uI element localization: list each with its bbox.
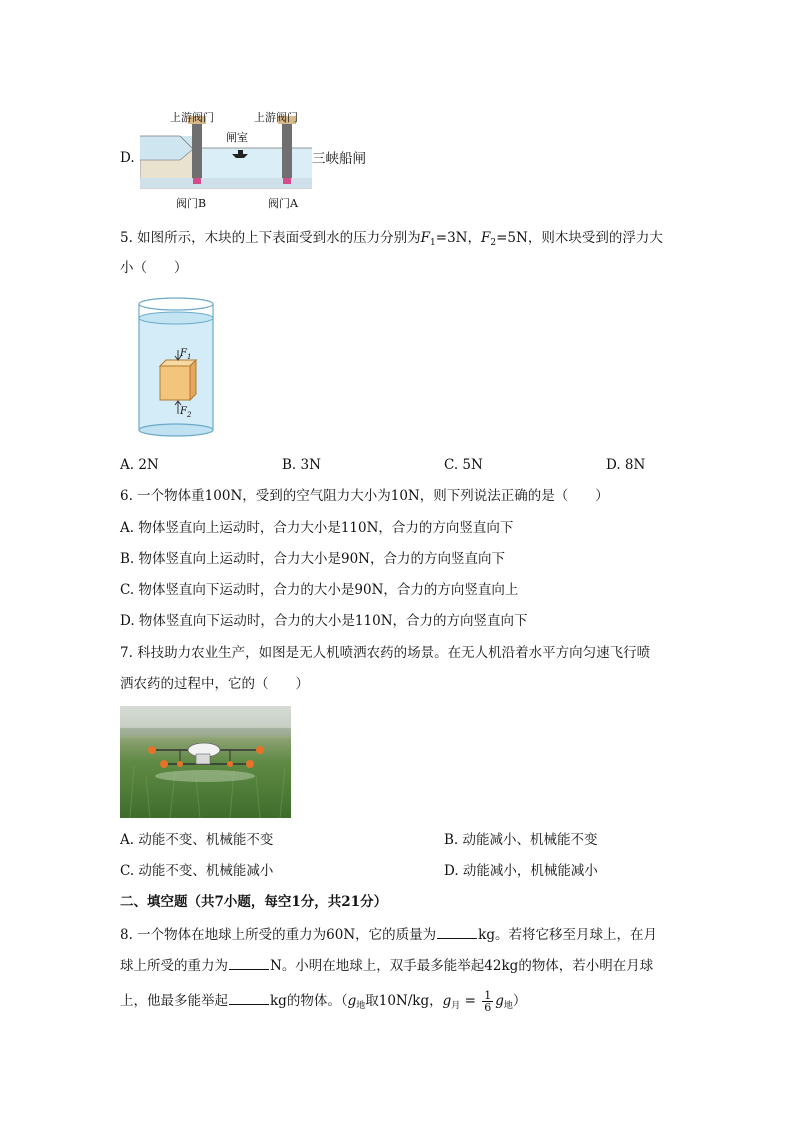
valve-a-label: 阀门A (268, 197, 298, 210)
f1-sub: 1 (430, 238, 436, 248)
earth-sub-2: 地 (503, 1001, 513, 1011)
q5-option-d[interactable]: D. 8N (606, 457, 646, 473)
q8-text-2b: N。小明在地球上，双手最多能举起42kg的物体，若小明在月球 (270, 958, 654, 974)
q5-stem-line1 (120, 228, 663, 253)
upstream-gate-label-right: 上游阀门 (254, 111, 298, 124)
f2-diagram-label: $F_2$ (180, 406, 192, 419)
q8-text-3b: kg的物体。（ (270, 993, 348, 1009)
q5-option-c[interactable]: C. 5N (444, 457, 483, 473)
q8-line1 (120, 925, 657, 945)
f1-diagram-label: $F_1$ (180, 348, 192, 361)
g-earth-var: g (347, 993, 357, 1009)
q5-stem-line2: 小（ ） (120, 260, 188, 276)
beaker-diagram (136, 296, 216, 442)
q8-text-3a: 上，他最多能举起 (120, 993, 228, 1009)
one-sixth-fraction: $\frac{1}{6}$ (484, 989, 492, 1014)
f2-var: F (481, 230, 491, 246)
valve-b-label: 阀门B (176, 197, 207, 210)
q7-stem-line1: 7. 科技助力农业生产，如图是无人机喷洒农药的场景。在无人机沿着水平方向匀速飞行喷 (120, 645, 651, 661)
f2-value: =5N，则木块受到的浮力大 (496, 230, 663, 246)
q7-option-d[interactable]: D. 动能减小，机械能减小 (444, 863, 598, 879)
close-paren: ） (512, 993, 527, 1009)
q8-text-1b: kg。若将它移至月球上，在月 (478, 927, 657, 943)
q7-option-a[interactable]: A. 动能不变、机械能不变 (120, 832, 274, 848)
answer-blank-3[interactable] (229, 991, 269, 1005)
answer-blank-2[interactable] (229, 956, 269, 970)
q8-text-2a: 球上所受的重力为 (120, 958, 228, 974)
q6-option-b[interactable]: B. 物体竖直向上运动时，合力大小是90N，合力的方向竖直向下 (120, 551, 505, 567)
q7-option-c[interactable]: C. 动能不变、机械能减小 (120, 863, 274, 879)
option-d-label: D. (120, 150, 135, 166)
q5-option-a[interactable]: A. 2N (120, 457, 159, 473)
q7-stem-line2: 洒农药的过程中，它的（ ） (120, 676, 309, 692)
answer-blank-1[interactable] (437, 925, 477, 939)
q6-option-c[interactable]: C. 物体竖直向下运动时，合力的大小是90N，合力的方向竖直向上 (120, 582, 519, 598)
upstream-gate-label-left: 上游阀门 (170, 111, 214, 124)
q5-option-b[interactable]: B. 3N (282, 457, 321, 473)
section-heading-fill-blank: 二、填空题（共7小题，每空1分，共21分） (120, 894, 388, 910)
g-moon-var: g (442, 993, 452, 1009)
earth-sub: 地 (356, 1001, 366, 1011)
f2-sub: 2 (490, 238, 497, 248)
q7-option-b[interactable]: B. 动能减小、机械能不变 (444, 832, 598, 848)
q6-option-d[interactable]: D. 物体竖直向下运动时，合力的大小是110N，合力的方向竖直向下 (120, 613, 528, 629)
chamber-label: 闸室 (226, 131, 248, 144)
q6-option-a[interactable]: A. 物体竖直向上运动时，合力大小是110N，合力的方向竖直向下 (120, 520, 514, 536)
drone-spraying-photo (120, 706, 291, 818)
option-d-text: 三峡船闸 (312, 151, 366, 167)
q8-line2 (120, 956, 653, 976)
f1-var: F (420, 230, 431, 246)
q8-text-3c: 取10N/kg， (365, 993, 443, 1009)
moon-sub: 月 (451, 1001, 461, 1011)
q5-stem-pre: 5. 如图所示，木块的上下表面受到水的压力分别为 (120, 230, 421, 246)
q6-stem: 6. 一个物体重100N，受到的空气阻力大小为10N，则下列说法正确的是（ ） (120, 488, 609, 504)
equals-sign: = (460, 993, 481, 1009)
g-earth-var-2: g (495, 993, 504, 1009)
q8-line3 (120, 990, 526, 1016)
q8-text-1a: 8. 一个物体在地球上所受的重力为60N，它的质量为 (120, 927, 437, 943)
f1-value: =3N， (435, 230, 481, 246)
